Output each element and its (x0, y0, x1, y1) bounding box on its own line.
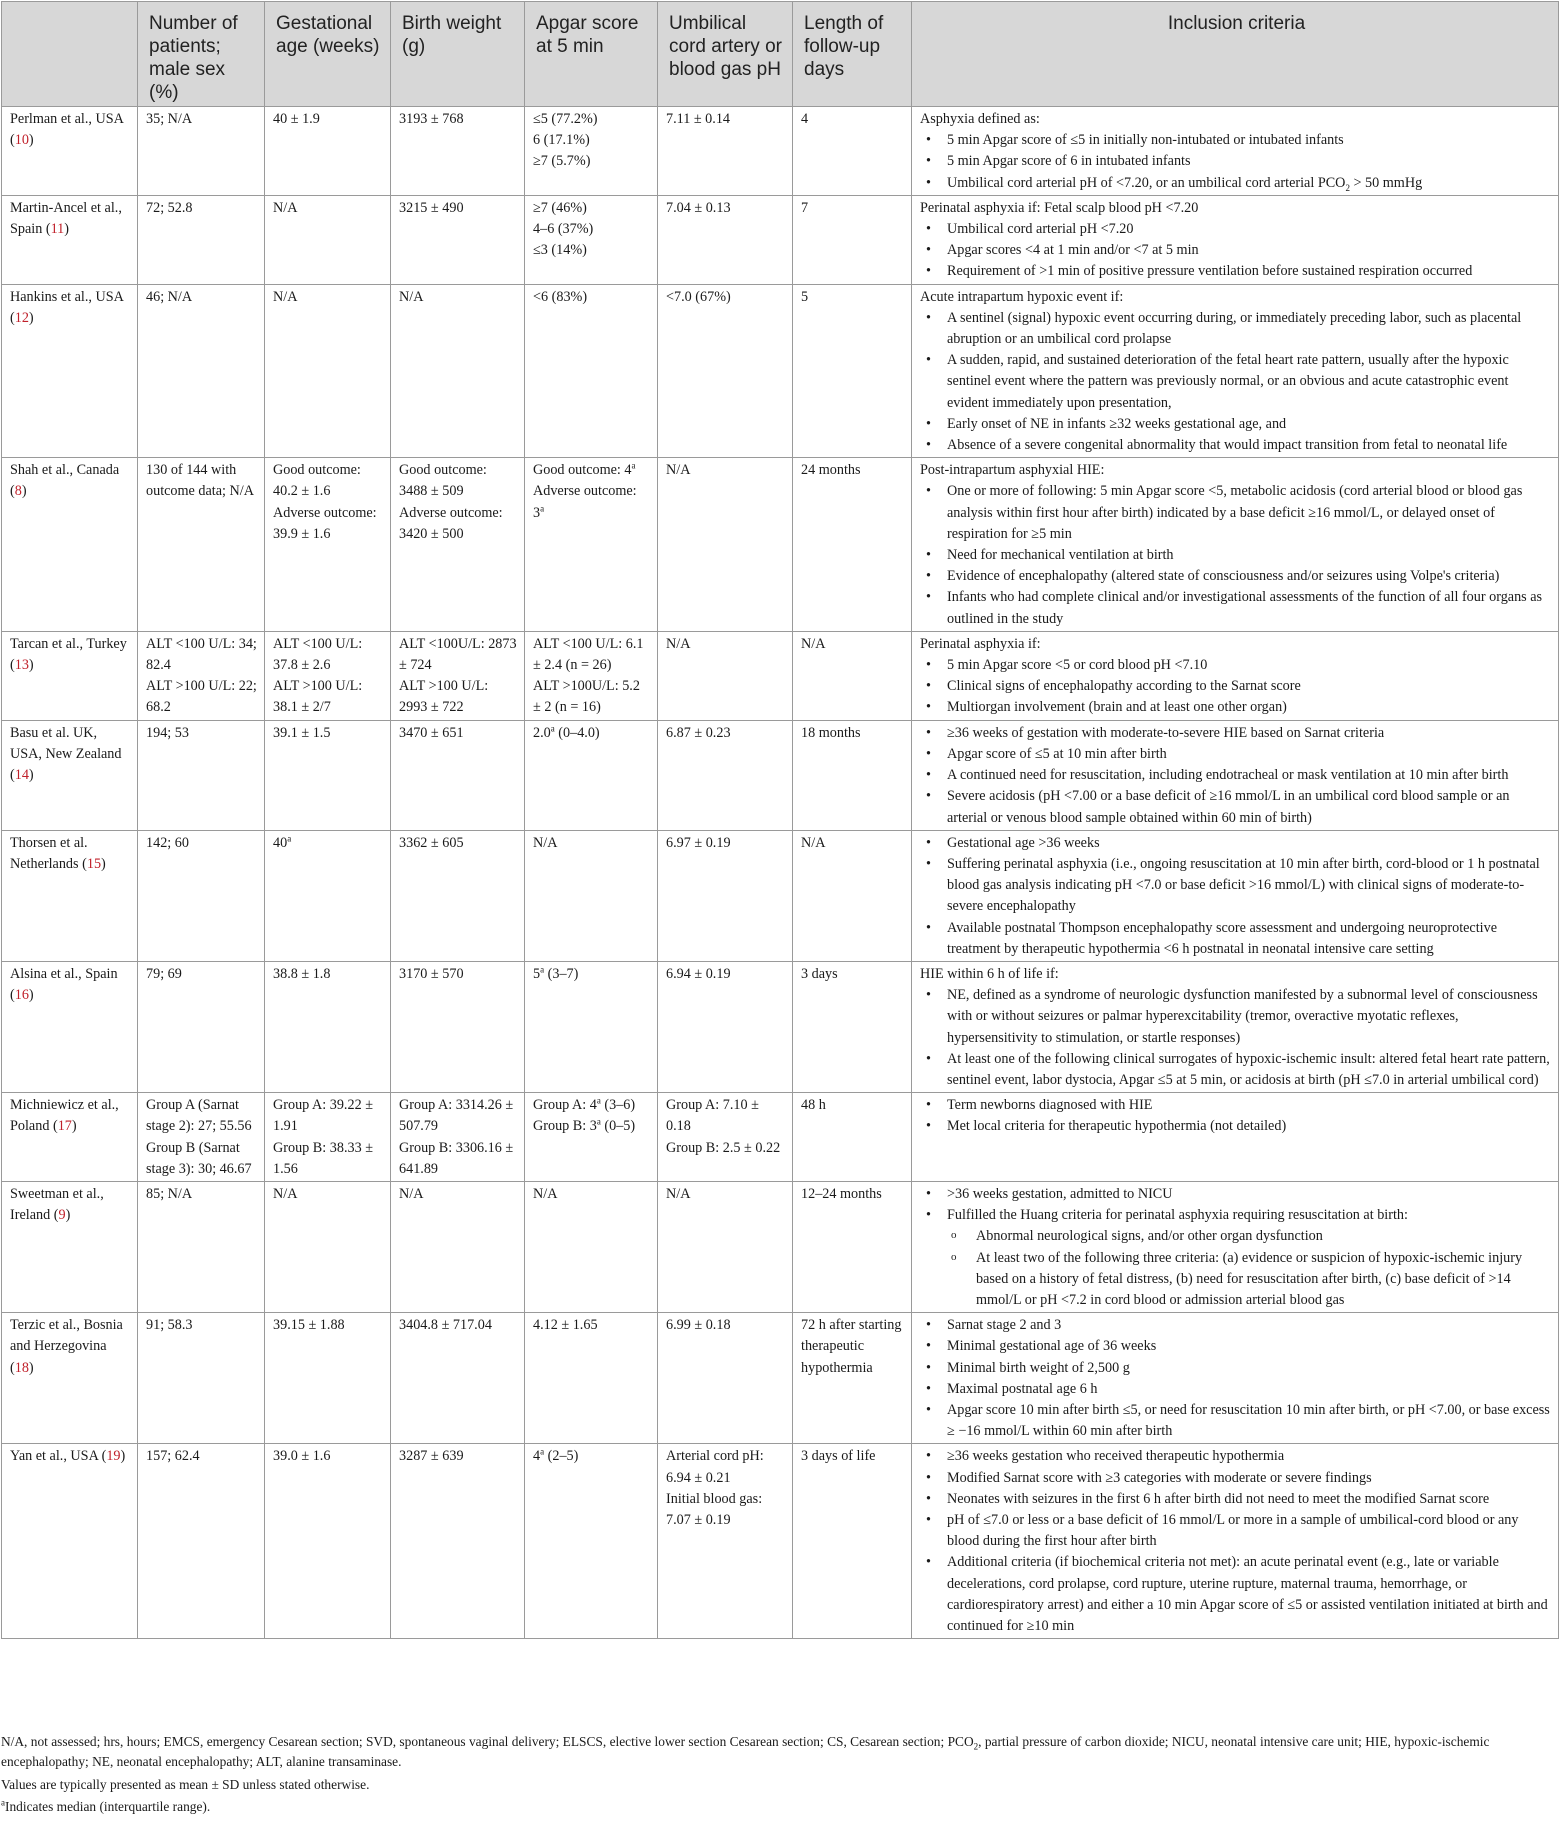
study-name: Tarcan et al., Turkey (10, 635, 127, 652)
apgar-cell-line: ALT <100 U/L: 6.1 ± 2.4 (n = 26) (533, 635, 644, 674)
table-row (2, 830, 1559, 961)
criteria-item: • Multiorgan involvement (brain and at least one other organ) (947, 697, 1552, 718)
ph-cell (658, 458, 793, 632)
gestational-age-cell (265, 961, 391, 1092)
header-inclusion-criteria: Inclusion criteria (912, 2, 1559, 107)
reference-number: 18 (14, 1359, 29, 1376)
gestational-age-cell (265, 284, 391, 458)
reference-number: 17 (57, 1118, 72, 1135)
inclusion-criteria-cell (912, 1313, 1559, 1444)
reference-number: 9 (58, 1207, 66, 1224)
birth-weight-cell (391, 961, 525, 1092)
criteria-item: • Term newborns diagnosed with HIE (947, 1095, 1552, 1116)
apgar-cell-line: ≥7 (5.7%) (533, 153, 591, 170)
table-row (2, 195, 1559, 284)
ph-cell-line: Initial blood gas: 7.07 ± 0.19 (666, 1490, 763, 1528)
apgar-cell-line: Good outcome: 4$^a$ (533, 460, 636, 479)
birth-weight-cell (391, 1093, 525, 1182)
study-name: Perlman et al., USA (10, 111, 124, 127)
patients-cell-line: Group B (Sarnat stage 3): 30; 46.67 (146, 1139, 252, 1177)
criteria-list (920, 481, 1552, 629)
birth-weight-cell-line: Good outcome: 3488 ± 509 (399, 462, 487, 500)
study-cell: Shah et al., Canada (8) (2, 458, 138, 632)
birth-weight-cell (391, 1181, 525, 1312)
gestational-age-cell-line: N/A (273, 288, 298, 305)
criteria-item: • Absence of a severe congenital abnormality that would impact transition from fetal to neonatal life (947, 435, 1552, 456)
birth-weight-cell-line: 3215 ± 490 (399, 199, 464, 216)
ph-cell-line: N/A (666, 1185, 691, 1202)
header-study (2, 2, 138, 107)
study-cell: Alsina et al., Spain (16) (2, 961, 138, 1092)
gestational-age-cell-line: 40 ± 1.9 (273, 111, 320, 127)
apgar-cell (525, 1444, 658, 1639)
follow-up-cell (793, 195, 912, 284)
header-follow-up: Length of follow-up days (793, 2, 912, 107)
ph-cell-line: 6.94 ± 0.19 (666, 965, 731, 982)
gestational-age-cell (265, 107, 391, 196)
criteria-list (920, 219, 1552, 283)
patients-cell-line: 194; 53 (146, 724, 189, 741)
apgar-cell (525, 720, 658, 830)
ph-cell (658, 720, 793, 830)
apgar-cell (525, 1181, 658, 1312)
criteria-item: • Maximal postnatal age 6 h (947, 1379, 1552, 1400)
criteria-subitem: o At least two of the following three criteria: (a) evidence or suspicion of hypoxic-ischemic injury based on a history of fetal distress, (b) need for resuscitation after birth, (c) base deficit of >14 mmol/L or pH <7.2 in cord blood or admission arterial blood gas (976, 1248, 1552, 1312)
ph-cell (658, 284, 793, 458)
study-cell: Thorsen et al. Netherlands (15) (2, 830, 138, 961)
criteria-item: • A sentinel (signal) hypoxic event occurring during, or immediately preceding labor, such as placental abruption or an umbilical cord prolapse (947, 308, 1552, 350)
follow-up-cell (793, 1181, 912, 1312)
criteria-item: • Umbilical cord arterial pH of <7.20, or an umbilical cord arterial $PCO_2 > 50$ mmHg (947, 173, 1552, 194)
follow-up-cell-line: 72 h after starting therapeutic hypothermia (801, 1317, 902, 1376)
footnote-median: $^a$Indicates median (interquartile range). (1, 1797, 211, 1815)
criteria-item: • Clinical signs of encephalopathy according to the Sarnat score (947, 676, 1552, 697)
criteria-item: • Requirement of >1 min of positive pressure ventilation before sustained respiration occurred (947, 261, 1552, 282)
apgar-cell (525, 195, 658, 284)
header-birth-weight: Birth weight (g) (391, 2, 525, 107)
birth-weight-cell (391, 195, 525, 284)
gestational-age-cell-line: 39.0 ± 1.6 (273, 1448, 331, 1465)
study-name: Terzic et al., Bosnia and Herzegovina (10, 1317, 123, 1355)
table-row (2, 1313, 1559, 1444)
apgar-cell (525, 961, 658, 1092)
gestational-age-cell-line: 38.8 ± 1.8 (273, 965, 331, 982)
birth-weight-cell (391, 458, 525, 632)
follow-up-cell-line: 12–24 months (801, 1185, 882, 1202)
study-name: Basu et al. UK, USA, New Zealand (10, 724, 122, 762)
apgar-cell-line: Group A: 4$^a$ (3–6) (533, 1095, 636, 1114)
apgar-cell (525, 1313, 658, 1444)
apgar-cell-line: 4$^a$ (2–5) (533, 1446, 579, 1465)
follow-up-cell (793, 1313, 912, 1444)
table-row (2, 1093, 1559, 1182)
ph-cell-line: 6.87 ± 0.23 (666, 724, 731, 741)
criteria-item: • pH of ≤7.0 or less or a base deficit of 16 mmol/L or more in a sample of umbilical-cord blood or any blood during the first hour after birth (947, 1510, 1552, 1552)
gestational-age-cell-line: ALT <100 U/L: 37.8 ± 2.6 (273, 635, 363, 674)
inclusion-criteria-cell (912, 631, 1559, 720)
follow-up-cell-line: N/A (801, 635, 826, 652)
patients-cell-line: 85; N/A (146, 1185, 193, 1202)
inclusion-criteria-cell (912, 1093, 1559, 1182)
study-name: Michniewicz et al., Poland (10, 1097, 119, 1135)
criteria-list (920, 1095, 1552, 1137)
criteria-intro: Perinatal asphyxia if: (920, 635, 1041, 652)
apgar-cell-line: N/A (533, 1185, 558, 1202)
table-row (2, 107, 1559, 196)
follow-up-cell (793, 1444, 912, 1639)
reference-number: 8 (14, 483, 22, 500)
patients-cell (138, 1181, 265, 1312)
table-row (2, 631, 1559, 720)
criteria-item: • Met local criteria for therapeutic hypothermia (not detailed) (947, 1116, 1552, 1137)
apgar-cell-line: ≤5 (77.2%) (533, 111, 598, 127)
study-cell: Basu et al. UK, USA, New Zealand (14) (2, 720, 138, 830)
criteria-intro: Post-intrapartum asphyxial HIE: (920, 462, 1105, 479)
birth-weight-cell-line: Group A: 3314.26 ± 507.79 (399, 1097, 514, 1135)
criteria-list (920, 1184, 1552, 1311)
gestational-age-cell-line: Group A: 39.22 ± 1.91 (273, 1097, 374, 1135)
birth-weight-cell (391, 1444, 525, 1639)
criteria-item: • 5 min Apgar score of 6 in intubated infants (947, 151, 1552, 172)
patients-cell-line: 157; 62.4 (146, 1448, 200, 1465)
follow-up-cell (793, 830, 912, 961)
apgar-cell-line: N/A (533, 834, 558, 851)
birth-weight-cell-line: ALT >100 U/L: 2993 ± 722 (399, 678, 489, 716)
criteria-item: • ≥36 weeks of gestation with moderate-to-severe HIE based on Sarnat criteria (947, 723, 1552, 744)
criteria-item: • 5 min Apgar score of ≤5 in initially non-intubated or intubated infants (947, 130, 1552, 151)
criteria-item: • NE, defined as a syndrome of neurologic dysfunction manifested by a subnormal level of consciousness with or without seizures or palmar hyperexcitability (tremor, overactive myotatic reflexes, hypersensitivity to stimulation, or startle responses) (947, 985, 1552, 1049)
criteria-item: • A sudden, rapid, and sustained deterioration of the fetal heart rate pattern, usually after the hypoxic sentinel event where the pattern was previously normal, or an obvious and acute catastrophic event evident immediately upon presentation, (947, 350, 1552, 414)
ph-cell (658, 195, 793, 284)
criteria-item: • Apgar scores <4 at 1 min and/or <7 at 5 min (947, 240, 1552, 261)
apgar-cell-line: Group B: 3$^a$ (0–5) (533, 1116, 636, 1135)
header-row (2, 2, 1559, 107)
apgar-cell-line: 6 (17.1%) (533, 132, 590, 149)
birth-weight-cell (391, 720, 525, 830)
study-cell: Hankins et al., USA (12) (2, 284, 138, 458)
criteria-item: • Available postnatal Thompson encephalopathy score assessment and undergoing neuroprotective treatment by therapeutic hypothermia <6 h postnatal in neonatal intensive care setting (947, 918, 1552, 960)
ph-cell-line: <7.0 (67%) (666, 288, 731, 305)
follow-up-cell-line: 24 months (801, 462, 861, 479)
criteria-item: • At least one of the following clinical surrogates of hypoxic-ischemic insult: altered fetal heart rate pattern, sentinel event, labor dystocia, Apgar ≤5 at 5 min, or acidosis at birth (pH ≤7.0 in arterial umbilical cord) (947, 1049, 1552, 1091)
criteria-list (920, 833, 1552, 960)
patients-cell (138, 458, 265, 632)
inclusion-criteria-cell (912, 195, 1559, 284)
gestational-age-cell (265, 720, 391, 830)
criteria-sublist-container (920, 1226, 1552, 1311)
criteria-item: • >36 weeks gestation, admitted to NICU (947, 1184, 1552, 1205)
reference-number: 14 (14, 767, 29, 784)
birth-weight-cell-line: Group B: 3306.16 ± 641.89 (399, 1139, 514, 1177)
study-cell: Sweetman et al., Ireland (9) (2, 1181, 138, 1312)
follow-up-cell (793, 284, 912, 458)
inclusion-criteria-cell (912, 830, 1559, 961)
follow-up-cell-line: 3 days of life (801, 1448, 876, 1465)
inclusion-criteria-cell (912, 284, 1559, 458)
patients-cell (138, 830, 265, 961)
inclusion-criteria-cell (912, 107, 1559, 196)
birth-weight-cell (391, 631, 525, 720)
criteria-item: • Apgar score 10 min after birth ≤5, or need for resuscitation 10 min after birth, or pH <7.00, or base excess ≥ −16 mmol/L within 60 min after birth (947, 1400, 1552, 1442)
table-row (2, 1444, 1559, 1639)
criteria-intro: Asphyxia defined as: (920, 111, 1040, 127)
apgar-cell-line: 4.12 ± 1.65 (533, 1317, 598, 1334)
criteria-subitem: o Abnormal neurological signs, and/or other organ dysfunction (976, 1226, 1552, 1247)
birth-weight-cell-line: 3170 ± 570 (399, 965, 464, 982)
follow-up-cell (793, 107, 912, 196)
ph-cell (658, 107, 793, 196)
ph-cell-line: N/A (666, 635, 691, 652)
follow-up-cell (793, 961, 912, 1092)
birth-weight-cell (391, 107, 525, 196)
ph-cell-line: 7.04 ± 0.13 (666, 199, 731, 216)
reference-number: 15 (86, 855, 102, 872)
criteria-item: • Minimal birth weight of 2,500 g (947, 1358, 1552, 1379)
criteria-item: • ≥36 weeks gestation who received therapeutic hypothermia (947, 1446, 1552, 1467)
gestational-age-cell (265, 1181, 391, 1312)
criteria-list (920, 985, 1552, 1091)
footnote-values: Values are typically presented as mean ± SD unless stated otherwise. (1, 1776, 370, 1792)
criteria-item: • Early onset of NE in infants ≥32 weeks gestational age, and (947, 414, 1552, 435)
criteria-intro: HIE within 6 h of life if: (920, 965, 1059, 982)
apgar-cell (525, 284, 658, 458)
birth-weight-cell-line: N/A (399, 1185, 424, 1202)
reference-number: 11 (50, 221, 65, 238)
follow-up-cell-line: N/A (801, 834, 826, 851)
study-cell: Terzic et al., Bosnia and Herzegovina (18) (2, 1313, 138, 1444)
gestational-age-cell (265, 458, 391, 632)
criteria-item: • Evidence of encephalopathy (altered state of consciousness and/or seizures using Volpe's criteria) (947, 566, 1552, 587)
ph-cell (658, 1181, 793, 1312)
inclusion-criteria-cell (912, 720, 1559, 830)
apgar-cell (525, 1093, 658, 1182)
criteria-item: • 5 min Apgar score <5 or cord blood pH <7.10 (947, 655, 1552, 676)
criteria-list (920, 308, 1552, 456)
gestational-age-cell (265, 631, 391, 720)
patients-cell (138, 1093, 265, 1182)
study-name: Shah et al., Canada (10, 462, 120, 479)
apgar-cell-line: Adverse outcome: 3$^a$ (533, 483, 637, 521)
patients-cell (138, 1444, 265, 1639)
ph-cell-line: 6.97 ± 0.19 (666, 834, 731, 851)
inclusion-criteria-cell (912, 1181, 1559, 1312)
birth-weight-cell (391, 1313, 525, 1444)
patients-cell-line: Group A (Sarnat stage 2): 27; 55.56 (146, 1097, 252, 1135)
gestational-age-cell-line: N/A (273, 199, 298, 216)
table-row (2, 720, 1559, 830)
criteria-list (920, 130, 1552, 194)
study-name: Alsina et al., Spain (10, 965, 118, 982)
ph-cell (658, 631, 793, 720)
criteria-item: • Severe acidosis (pH <7.00 or a base deficit of ≥16 mmol/L in an umbilical cord blood sample or an arterial or venous blood sample obtained within 60 min of birth) (947, 786, 1552, 828)
gestational-age-cell-line: Adverse outcome: 39.9 ± 1.6 (273, 504, 377, 542)
table-row (2, 284, 1559, 458)
gestational-age-cell (265, 1444, 391, 1639)
apgar-cell (525, 458, 658, 632)
gestational-age-cell (265, 195, 391, 284)
gestational-age-cell (265, 1313, 391, 1444)
study-name: Thorsen et al. Netherlands (10, 834, 88, 872)
criteria-intro: Acute intrapartum hypoxic event if: (920, 288, 1124, 305)
gestational-age-cell (265, 1093, 391, 1182)
criteria-item: • Sarnat stage 2 and 3 (947, 1315, 1552, 1336)
apgar-cell (525, 830, 658, 961)
birth-weight-cell-line: 3287 ± 639 (399, 1448, 464, 1465)
patients-cell (138, 961, 265, 1092)
criteria-item: • Need for mechanical ventilation at birth (947, 545, 1552, 566)
reference-number: 13 (14, 657, 29, 674)
patients-cell-line: 130 of 144 with outcome data; N/A (146, 462, 254, 500)
table-row (2, 1181, 1559, 1312)
study-name: Sweetman et al., Ireland (10, 1185, 104, 1224)
ph-cell (658, 961, 793, 1092)
patients-cell (138, 720, 265, 830)
study-name: Hankins et al., USA (10, 288, 124, 305)
inclusion-criteria-cell (912, 961, 1559, 1092)
study-cell: Yan et al., USA (19) (2, 1444, 138, 1639)
reference-number: 16 (14, 987, 29, 1004)
studies-table (1, 1, 1559, 1639)
reference-number: 10 (14, 132, 29, 149)
header-gestational-age: Gestational age (weeks) (265, 2, 391, 107)
follow-up-cell (793, 1093, 912, 1182)
follow-up-cell-line: 7 (801, 199, 809, 216)
ph-cell (658, 1093, 793, 1182)
criteria-intro: Perinatal asphyxia if: Fetal scalp blood pH <7.20 (920, 199, 1199, 216)
ph-cell-line: Group A: 7.10 ± 0.18 (666, 1097, 759, 1135)
patients-cell-line: ALT <100 U/L: 34; 82.4 (146, 635, 257, 674)
apgar-cell-line: <6 (83%) (533, 288, 588, 305)
ph-cell (658, 1313, 793, 1444)
gestational-age-cell-line: Good outcome: 40.2 ± 1.6 (273, 462, 361, 500)
gestational-age-cell-line: 39.1 ± 1.5 (273, 724, 331, 741)
birth-weight-cell (391, 284, 525, 458)
follow-up-cell-line: 5 (801, 288, 809, 305)
gestational-age-cell-line: Group B: 38.33 ± 1.56 (273, 1139, 374, 1177)
apgar-cell-line: ALT >100U/L: 5.2 ± 2 (n = 16) (533, 678, 640, 716)
criteria-sublist (947, 1226, 1552, 1311)
patients-cell-line: 142; 60 (146, 834, 189, 851)
reference-number: 19 (106, 1448, 121, 1465)
follow-up-cell (793, 720, 912, 830)
follow-up-cell-line: 4 (801, 111, 809, 127)
follow-up-cell-line: 48 h (801, 1097, 826, 1114)
patients-cell (138, 107, 265, 196)
gestational-age-cell-line: 39.15 ± 1.88 (273, 1317, 345, 1334)
follow-up-cell-line: 18 months (801, 724, 861, 741)
study-cell: Michniewicz et al., Poland (17) (2, 1093, 138, 1182)
criteria-item: • Modified Sarnat score with ≥3 categories with moderate or severe findings (947, 1468, 1552, 1489)
ph-cell-line: Arterial cord pH: 6.94 ± 0.21 (666, 1448, 764, 1486)
patients-cell-line: 91; 58.3 (146, 1317, 193, 1334)
patients-cell (138, 1313, 265, 1444)
birth-weight-cell-line: 3193 ± 768 (399, 111, 464, 127)
birth-weight-cell (391, 830, 525, 961)
birth-weight-cell-line: ALT <100U/L: 2873 ± 724 (399, 635, 517, 674)
criteria-list (920, 655, 1552, 719)
birth-weight-cell-line: Adverse outcome: 3420 ± 500 (399, 504, 503, 542)
footnote-abbreviations: N/A, not assessed; hrs, hours; EMCS, emergency Cesarean section; SVD, spontaneous vaginal delivery; ELSCS, elective lower section Cesarean section; CS, Cesarean section; $PCO_2$, partial pressure of carbon dioxide; NICU, neonatal intensive care unit; HIE, hypoxic-ischemic encephalopathy; NE, neonatal encephalopathy; ALT, alanine transaminase. (1, 1734, 1490, 1769)
gestational-age-cell-line: N/A (273, 1185, 298, 1202)
ph-cell-line: 7.11 ± 0.14 (666, 111, 731, 127)
table-footnotes (1, 1732, 1558, 1820)
apgar-cell-line: ≤3 (14%) (533, 242, 587, 259)
criteria-list (920, 1446, 1552, 1637)
birth-weight-cell-line: 3362 ± 605 (399, 834, 464, 851)
criteria-item: • Neonates with seizures in the first 6 h after birth did not need to meet the modified Sarnat score (947, 1489, 1552, 1510)
ph-cell (658, 830, 793, 961)
gestational-age-cell-line: ALT >100 U/L: 38.1 ± 2/7 (273, 678, 363, 716)
follow-up-cell (793, 458, 912, 632)
study-cell: Tarcan et al., Turkey (13) (2, 631, 138, 720)
criteria-item: • Gestational age >36 weeks (947, 833, 1552, 854)
gestational-age-cell-line: 40$^a$ (273, 832, 292, 851)
birth-weight-cell-line: N/A (399, 288, 424, 305)
reference-number: 12 (14, 309, 29, 326)
ph-cell (658, 1444, 793, 1639)
table-body (2, 107, 1559, 1639)
birth-weight-cell-line: 3470 ± 651 (399, 724, 464, 741)
patients-cell (138, 631, 265, 720)
ph-cell-line: Group B: 2.5 ± 0.22 (666, 1139, 781, 1156)
patients-cell-line: 72; 52.8 (146, 199, 193, 216)
study-cell: Martin-Ancel et al., Spain (11) (2, 195, 138, 284)
table-row (2, 458, 1559, 632)
apgar-cell (525, 107, 658, 196)
patients-cell (138, 284, 265, 458)
apgar-cell-line: ≥7 (46%) (533, 199, 587, 216)
criteria-item: • Additional criteria (if biochemical criteria not met): an acute perinatal event (e.g., late or variable decelerations, cord prolapse, cord rupture, uterine rupture, maternal trauma, hemorrhage, or cardiorespiratory arrest) and either a 10 min Apgar score of ≤5 or assisted ventilation initiated at birth and continued for ≥10 min (947, 1552, 1552, 1637)
follow-up-cell (793, 631, 912, 720)
header-apgar: Apgar score at 5 min (525, 2, 658, 107)
criteria-list (920, 1315, 1552, 1442)
apgar-cell-line: 2.0$^a$ (0–4.0) (533, 722, 600, 741)
patients-cell-line: 79; 69 (146, 965, 182, 982)
patients-cell-line: ALT >100 U/L: 22; 68.2 (146, 678, 257, 716)
criteria-item: • Apgar score of ≤5 at 10 min after birth (947, 744, 1552, 765)
criteria-item: • Minimal gestational age of 36 weeks (947, 1336, 1552, 1357)
criteria-item: • Fulfilled the Huang criteria for perinatal asphyxia requiring resuscitation at birth: (947, 1205, 1552, 1226)
birth-weight-cell-line: 3404.8 ± 717.04 (399, 1317, 492, 1334)
patients-cell (138, 195, 265, 284)
ph-cell-line: 6.99 ± 0.18 (666, 1317, 731, 1334)
study-cell: Perlman et al., USA (10) (2, 107, 138, 196)
criteria-list (920, 723, 1552, 829)
inclusion-criteria-cell (912, 458, 1559, 632)
study-name: Martin-Ancel et al., Spain (10, 199, 122, 238)
gestational-age-cell (265, 830, 391, 961)
study-name: Yan et al., USA (10, 1448, 99, 1465)
follow-up-cell-line: 3 days (801, 965, 838, 982)
header-ph: Umbilical cord artery or blood gas pH (658, 2, 793, 107)
criteria-item: • Umbilical cord arterial pH <7.20 (947, 219, 1552, 240)
criteria-item: • One or more of following: 5 min Apgar score <5, metabolic acidosis (cord arterial blood or blood gas analysis within first hour after birth) indicated by a base deficit ≥16 mmol/L, or delayed onset of respiration for ≥5 min (947, 481, 1552, 545)
patients-cell-line: 35; N/A (146, 111, 193, 127)
criteria-item: • Infants who had complete clinical and/or investigational assessments of the function of all four organs as outlined in the study (947, 587, 1552, 629)
table-row (2, 961, 1559, 1092)
apgar-cell-line: 5$^a$ (3–7) (533, 964, 579, 982)
apgar-cell (525, 631, 658, 720)
criteria-item: • A continued need for resuscitation, including endotracheal or mask ventilation at 10 min after birth (947, 765, 1552, 786)
inclusion-criteria-cell (912, 1444, 1559, 1639)
ph-cell-line: N/A (666, 462, 691, 479)
header-patients: Number of patients; male sex (%) (138, 2, 265, 107)
patients-cell-line: 46; N/A (146, 288, 193, 305)
apgar-cell-line: 4–6 (37%) (533, 221, 594, 238)
criteria-item: • Suffering perinatal asphyxia (i.e., ongoing resuscitation at 10 min after birth, cord-blood or 1 h postnatal blood gas analysis indicating pH <7.0 or base deficit >16 mmol/L) with clinical signs of moderate-to-severe encephalopathy (947, 854, 1552, 918)
